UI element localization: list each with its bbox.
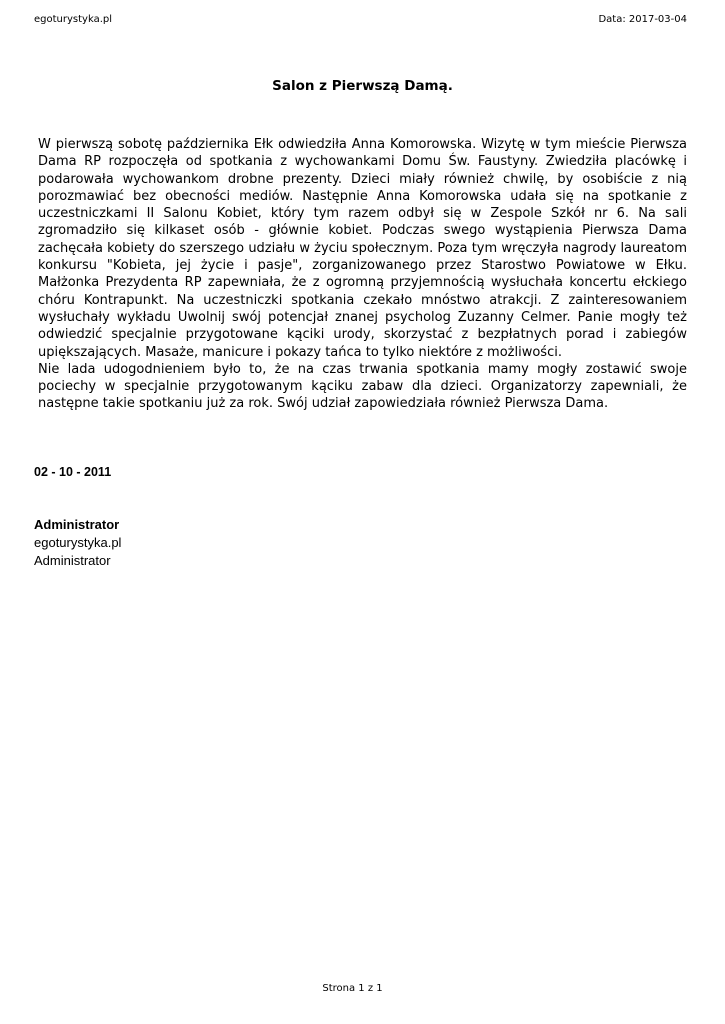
header-site-name: egoturystyka.pl xyxy=(34,14,113,25)
author-site: egoturystyka.pl xyxy=(34,535,122,550)
article-title: Salon z Pierwszą Damą. xyxy=(272,78,453,94)
author-block xyxy=(34,516,121,570)
article-date: 02 - 10 - 2011 xyxy=(34,465,112,479)
page-number: Strona 1 z 1 xyxy=(322,983,383,994)
article-body xyxy=(38,136,687,413)
article-paragraph-2: Nie lada udogodnieniem było to, że na czas trwania spotkania mamy mogły zostawić swoje pociechy w specjalnie przygotowanym kąciku zabaw dla dzieci. Organizatorzy zapewniali, że następne takie spotkaniu już za rok. Swój udział zapowiedziała również Pierwsza Dama. xyxy=(38,361,687,412)
article-paragraph-1: W pierwszą sobotę października Ełk odwiedziła Anna Komorowska. Wizytę w tym mieście Pierwsza Dama RP rozpoczęła od spotkania z wychowankami Domu Św. Faustyny. Zwiedziła placówkę i podarowała wychowankom drobne prezenty. Dzieci miały również chwilę, by osobiście z nią porozmawiać bez obecności mediów. Następnie Anna Komorowska udała się na spotkanie z uczestniczkami II Salonu Kobiet, który tym razem odbył się w Zespole Szkół nr 6. Na sali zgromadziło się kilkaset osób - głównie kobiet. Podczas swego wystąpienia Pierwsza Dama zachęcała kobiety do szerszego udziału w życiu społecznym. Poza tym wręczyła nagrody laureatom konkursu "Kobieta, jej życie i pasje", zorganizowanego przez Starostwo Powiatowe w Ełku. Małżonka Prezydenta RP zapewniała, że z ogromną przyjemnością wysłuchała koncertu ełckiego chóru Kontrapunkt. Na uczestniczki spotkania czekało mnóstwo atrakcji. Z zainteresowaniem wysłuchały wykładu Uwolnij swój potencjał znanej psycholog Zuzanny Celmer. Panie mogły też odwiedzić specjalnie przygotowane kąciki urody, skorzystać z bezpłatnych porad i zabiegów upiększających. Masaże, manicure i pokazy tańca to tylko niektóre z możliwości. xyxy=(38,137,687,360)
author-role: Administrator xyxy=(34,553,111,568)
author-name: Administrator xyxy=(34,517,120,532)
header-date: Data: 2017-03-04 xyxy=(598,14,687,25)
